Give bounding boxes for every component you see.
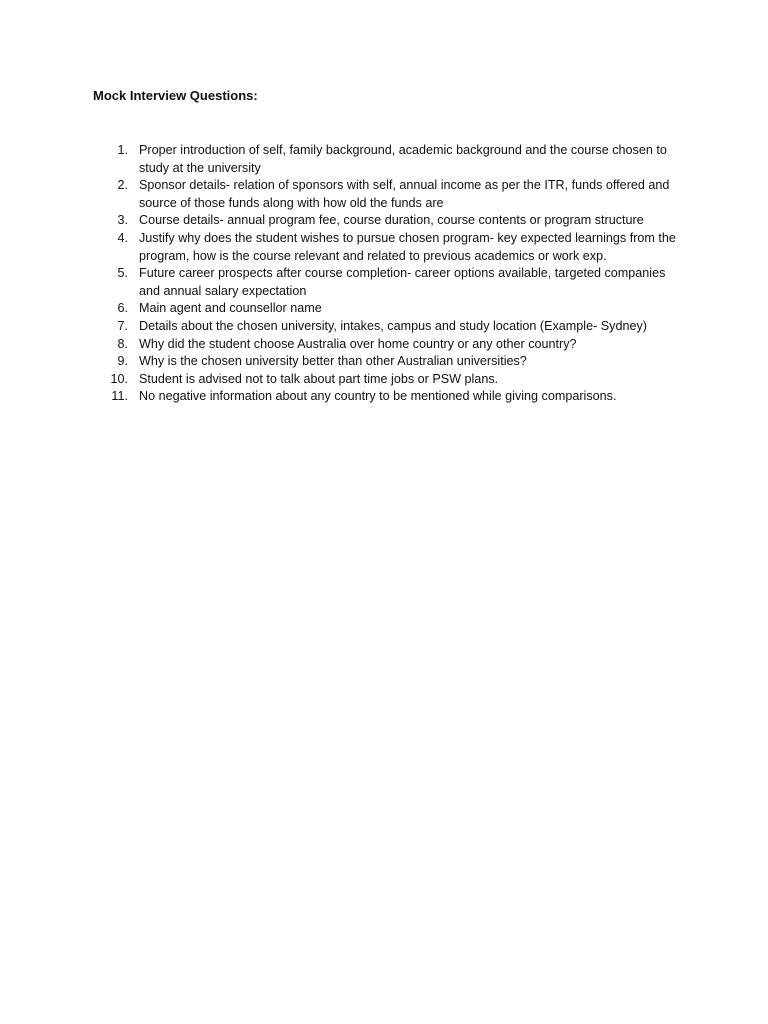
- item-text: Details about the chosen university, intakes, campus and study location (Example- Sydney): [139, 318, 647, 333]
- item-number: 5.: [117, 266, 128, 281]
- item-number: 9.: [117, 354, 128, 369]
- item-text: Student is advised not to talk about part time jobs or PSW plans.: [139, 371, 499, 386]
- list-item: [93, 300, 678, 318]
- list-item: [93, 353, 678, 371]
- item-number: 10.: [110, 371, 128, 386]
- item-number: 3.: [117, 213, 128, 228]
- list-item: [93, 177, 678, 212]
- list-item: [93, 230, 678, 265]
- item-number: 7.: [117, 318, 128, 333]
- list-item: [93, 336, 678, 354]
- item-text: Main agent and counsellor name: [139, 301, 322, 316]
- item-text: No negative information about any country to be mentioned while giving comparisons.: [139, 389, 617, 404]
- list-item: [93, 388, 678, 406]
- list-item: [93, 371, 678, 389]
- item-text: Sponsor details- relation of sponsors with self, annual income as per the ITR, funds offered and source of those funds along with how old the funds are: [139, 178, 670, 210]
- item-number: 4.: [117, 230, 128, 245]
- item-number: 1.: [117, 143, 128, 157]
- list-item: [93, 212, 678, 230]
- list-item: [93, 142, 678, 177]
- item-text: Proper introduction of self, family background, academic background and the course chosen to study at the university: [139, 143, 667, 175]
- document-heading: Mock Interview Questions:: [93, 88, 258, 103]
- item-text: Course details- annual program fee, course duration, course contents or program structure: [139, 213, 644, 228]
- item-number: 6.: [117, 301, 128, 316]
- list-item: [93, 318, 678, 336]
- item-text: Justify why does the student wishes to pursue chosen program- key expected learnings from the program, how is the course relevant and related to previous academics or work exp.: [139, 230, 676, 263]
- item-text: Future career prospects after course completion- career options available, targeted companies and annual salary expectation: [139, 266, 666, 298]
- question-list: [93, 142, 678, 406]
- item-text: Why did the student choose Australia over home country or any other country?: [139, 336, 577, 351]
- item-text: Why is the chosen university better than other Australian universities?: [139, 354, 527, 369]
- list-item: [93, 265, 678, 300]
- item-number: 8.: [117, 336, 128, 351]
- item-number: 11.: [111, 389, 128, 404]
- item-number: 2.: [117, 178, 128, 193]
